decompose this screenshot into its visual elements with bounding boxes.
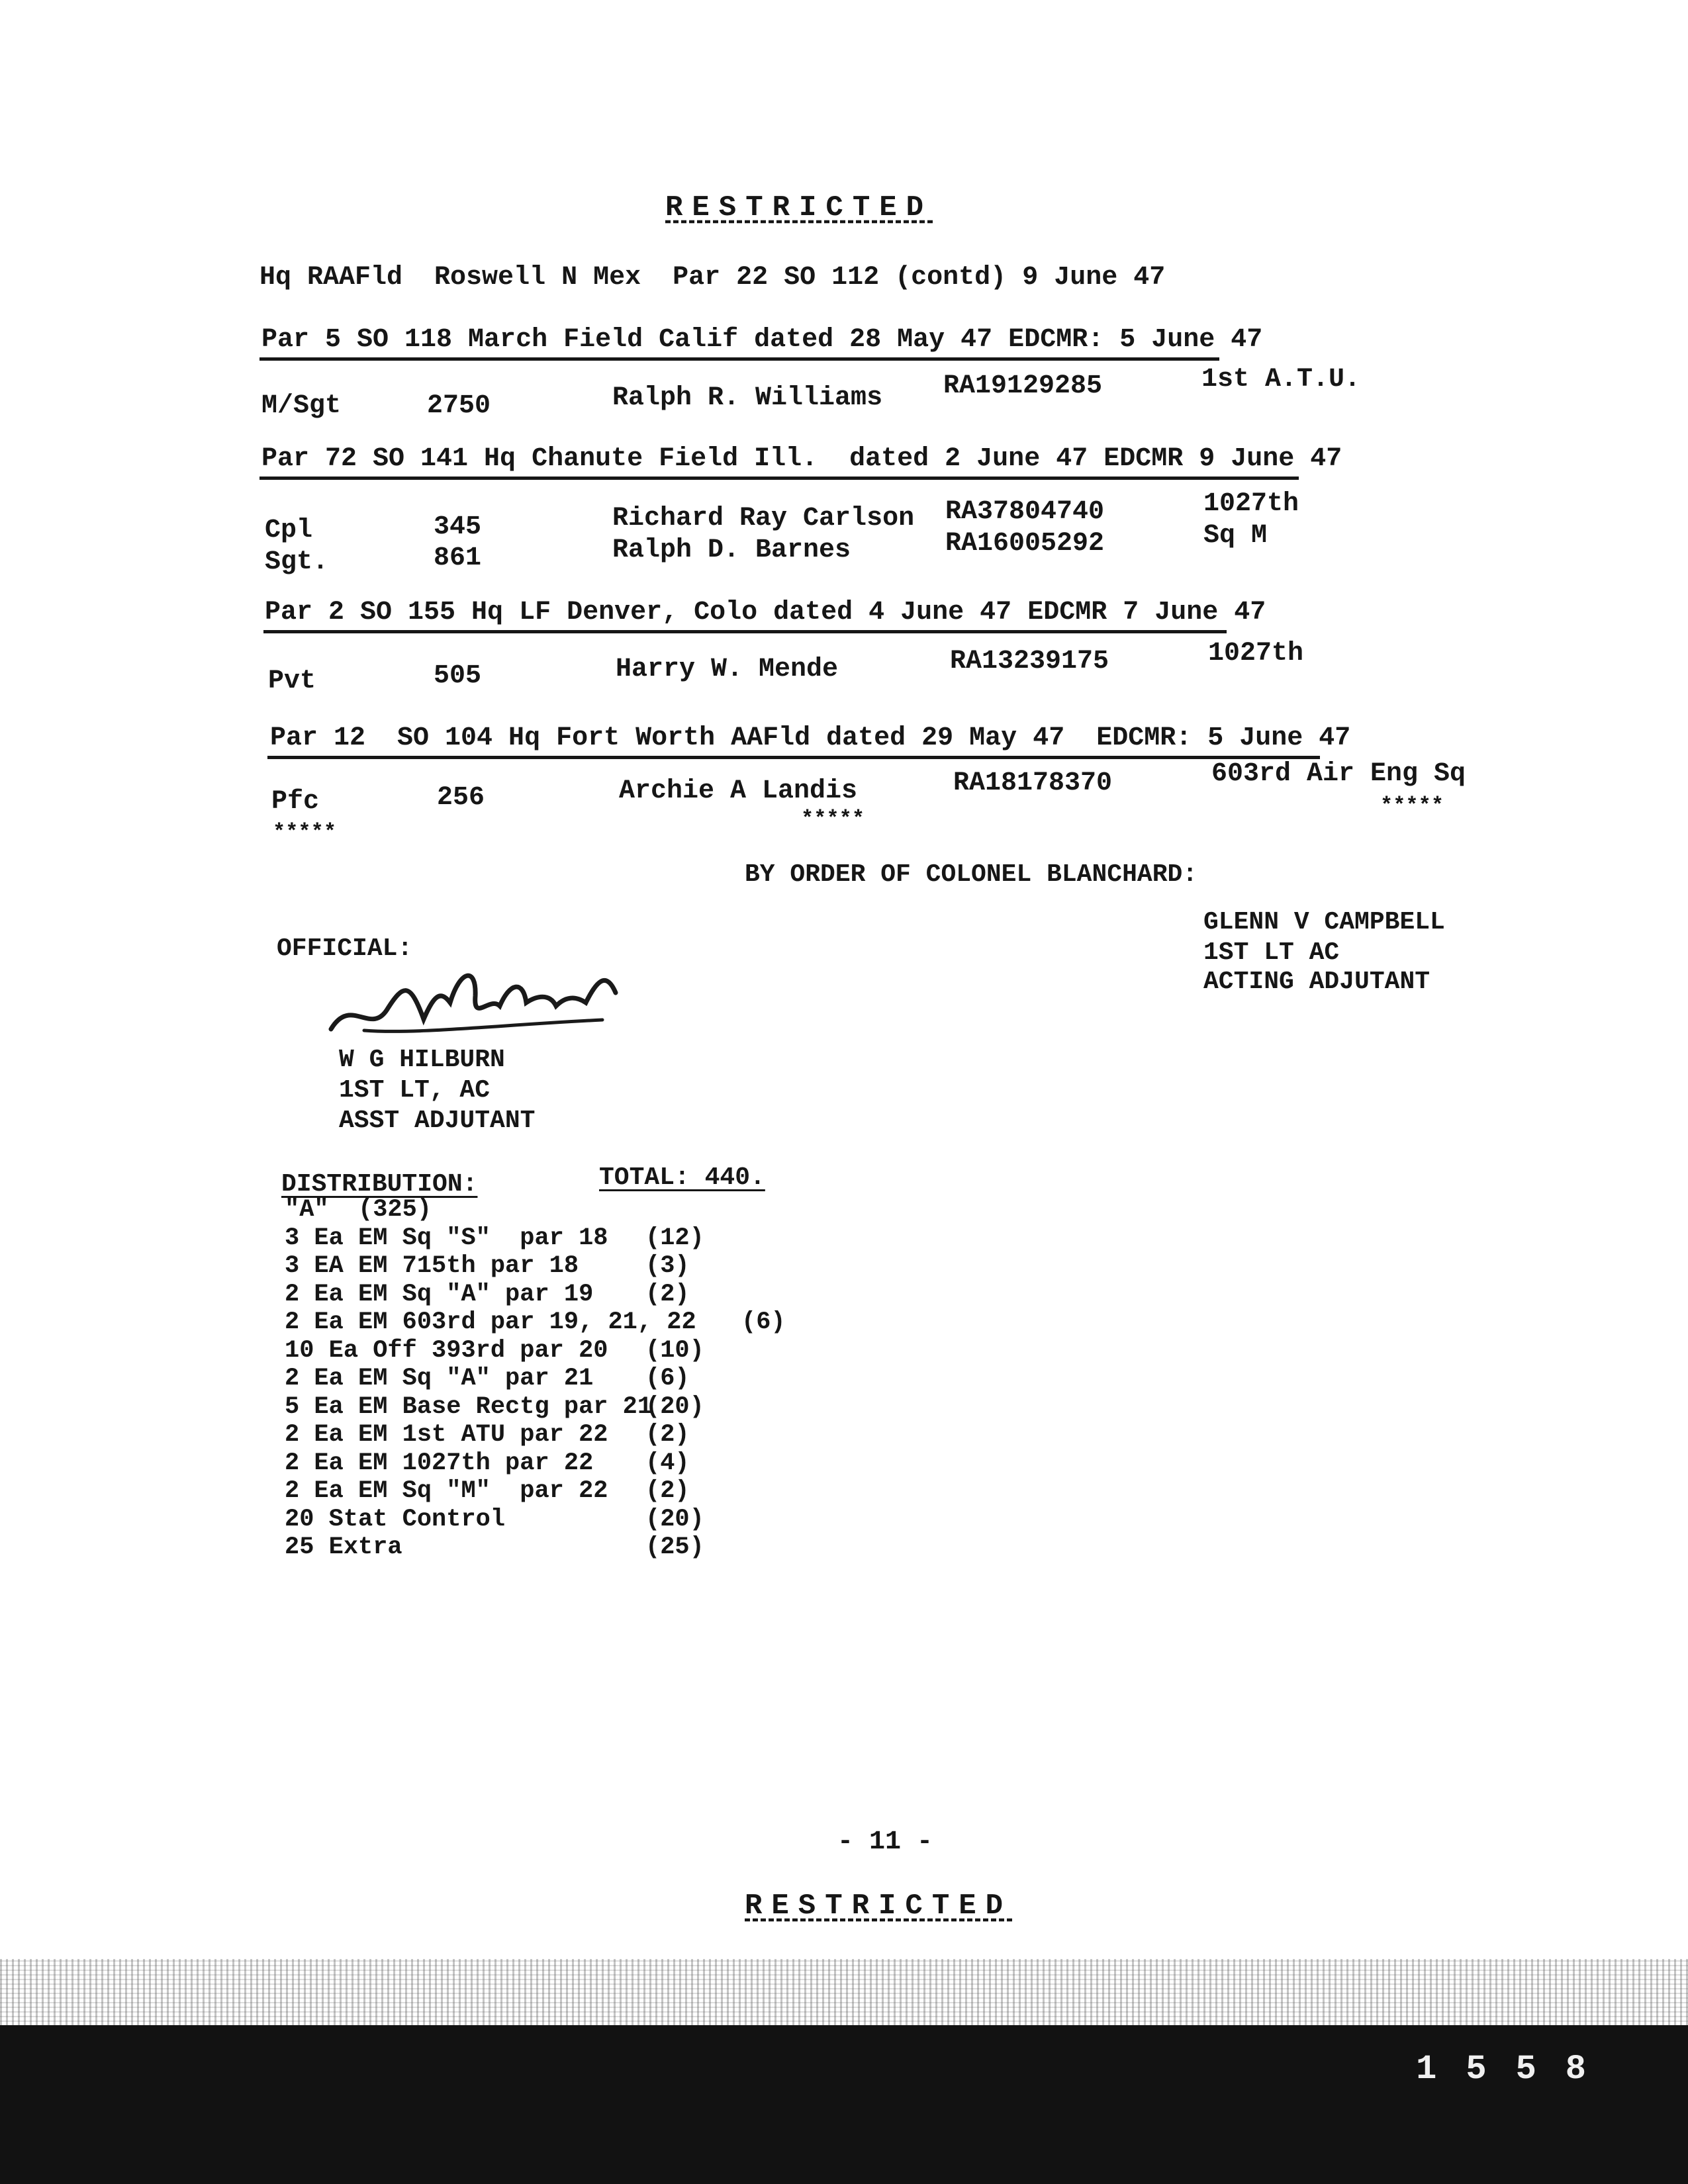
distribution-item: 20 Stat Control	[285, 1506, 506, 1533]
row-mos: 505	[434, 661, 482, 691]
distribution-total: TOTAL: 440.	[599, 1163, 765, 1192]
row-serial: RA19129285	[943, 371, 1103, 401]
stars-center: *****	[801, 807, 865, 831]
distribution-count: (20)	[645, 1393, 704, 1421]
row-grade: Cpl	[265, 516, 313, 545]
heading-rule	[267, 756, 1320, 759]
row-serial: RA16005292	[945, 529, 1105, 559]
distribution-item: "A" (325)	[285, 1196, 432, 1224]
entry-heading: Par 72 SO 141 Hq Chanute Field Ill. dated 2 June 47 EDCMR 9 June 47	[261, 444, 1342, 474]
heading-rule	[259, 477, 1299, 480]
distribution-count: (25)	[645, 1533, 704, 1561]
row-mos: 861	[434, 543, 482, 573]
distribution-count: (2)	[645, 1281, 690, 1308]
stars-right: *****	[1380, 794, 1444, 818]
official-name: W G HILBURN	[339, 1046, 505, 1074]
distribution-item: 25 Extra	[285, 1533, 402, 1561]
scan-border	[0, 2025, 1688, 2184]
row-unit: 1st A.T.U.	[1201, 365, 1361, 394]
stars-left: *****	[273, 820, 337, 844]
heading-rule	[263, 630, 1227, 633]
row-mos: 256	[437, 783, 485, 813]
row-serial: RA37804740	[945, 497, 1105, 527]
signature	[324, 956, 629, 1049]
row-unit: 1027th	[1203, 489, 1299, 519]
distribution-item: 2 Ea EM 603rd par 19, 21, 22	[285, 1308, 696, 1336]
row-grade: M/Sgt	[261, 391, 342, 421]
distribution-item: 2 Ea EM Sq "A" par 21	[285, 1365, 594, 1392]
distribution-count: (12)	[645, 1224, 704, 1252]
distribution-count: (6)	[741, 1308, 786, 1336]
commander-rank: 1ST LT AC	[1203, 938, 1340, 967]
row-name: Richard Ray Carlson	[612, 504, 915, 533]
distribution-item: 2 Ea EM Sq "A" par 19	[285, 1281, 594, 1308]
distribution-count: (10)	[645, 1337, 704, 1365]
heading-rule	[259, 357, 1219, 361]
page-number: - 11 -	[837, 1827, 933, 1857]
row-unit: Sq M	[1203, 521, 1268, 551]
row-grade: Pvt	[268, 666, 316, 696]
row-serial: RA13239175	[950, 647, 1109, 676]
official-title: ASST ADJUTANT	[339, 1107, 536, 1135]
official-label: OFFICIAL:	[277, 934, 413, 963]
row-mos: 2750	[427, 391, 491, 421]
row-name: Archie A Landis	[619, 776, 858, 806]
by-order-line: BY ORDER OF COLONEL BLANCHARD:	[745, 860, 1198, 889]
distribution-item: 2 Ea EM 1st ATU par 22	[285, 1421, 608, 1449]
row-unit: 1027th	[1208, 639, 1304, 668]
commander-title: ACTING ADJUTANT	[1203, 968, 1430, 996]
row-grade: Pfc	[271, 787, 320, 817]
official-rank: 1ST LT, AC	[339, 1076, 491, 1105]
row-serial: RA18178370	[953, 768, 1113, 798]
classification-bottom: RESTRICTED	[745, 1889, 1013, 1923]
distribution-item: 10 Ea Off 393rd par 20	[285, 1337, 608, 1365]
row-name: Ralph D. Barnes	[612, 535, 851, 565]
distribution-item: 3 EA EM 715th par 18	[285, 1252, 579, 1280]
distribution-count: (2)	[645, 1477, 690, 1505]
distribution-item: 5 Ea EM Base Rectg par 21	[285, 1393, 653, 1421]
entry-heading: Par 2 SO 155 Hq LF Denver, Colo dated 4 June 47 EDCMR 7 June 47	[265, 598, 1266, 627]
distribution-item: 3 Ea EM Sq "S" par 18	[285, 1224, 608, 1252]
distribution-count: (20)	[645, 1506, 704, 1533]
entry-heading: Par 12 SO 104 Hq Fort Worth AAFld dated 29 May 47 EDCMR: 5 June 47	[270, 723, 1351, 753]
order-reference-line: Hq RAAFld Roswell N Mex Par 22 SO 112 (contd) 9 June 47	[259, 263, 1166, 293]
distribution-item: 2 Ea EM 1027th par 22	[285, 1449, 594, 1477]
row-grade: Sgt.	[265, 547, 329, 577]
distribution-item: 2 Ea EM Sq "M" par 22	[285, 1477, 608, 1505]
row-name: Harry W. Mende	[616, 655, 839, 684]
commander-name: GLENN V CAMPBELL	[1203, 908, 1445, 936]
row-unit: 603rd Air Eng Sq	[1211, 759, 1466, 789]
entry-heading: Par 5 SO 118 March Field Calif dated 28 May 47 EDCMR: 5 June 47	[261, 325, 1263, 355]
archive-stamp-number: 1558	[1416, 2050, 1615, 2089]
distribution-count: (4)	[645, 1449, 690, 1477]
classification-top: RESTRICTED	[665, 191, 933, 224]
distribution-label: DISTRIBUTION:	[281, 1170, 478, 1199]
distribution-count: (2)	[645, 1421, 690, 1449]
row-name: Ralph R. Williams	[612, 383, 883, 413]
distribution-count: (3)	[645, 1252, 690, 1280]
distribution-count: (6)	[645, 1365, 690, 1392]
row-mos: 345	[434, 512, 482, 542]
